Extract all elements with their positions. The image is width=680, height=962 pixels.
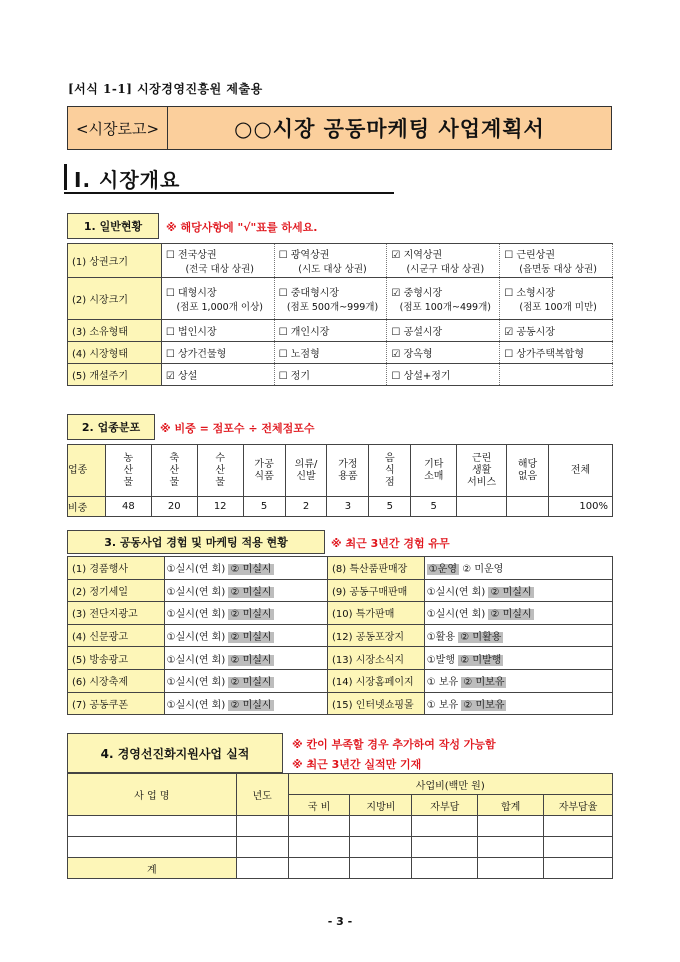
- option-label: 상가주택복합형: [516, 349, 584, 360]
- document-title-box: [67, 106, 612, 150]
- option-cell: [161, 342, 274, 364]
- industry-header: 의류/ 신발: [285, 445, 327, 497]
- choice-option[interactable]: ② 미보유: [463, 677, 505, 689]
- choice-cell: [424, 579, 612, 602]
- item-label: (2) 정기세일: [68, 579, 165, 602]
- option-cell: [500, 342, 613, 364]
- option-cell: [274, 364, 387, 386]
- choice-option[interactable]: ①발행: [426, 654, 455, 666]
- checked-box-icon[interactable]: ☑: [165, 371, 175, 382]
- document-title: ○○시장 공동마케팅 사업계획서: [234, 117, 545, 141]
- industry-header: 농 산 물: [105, 445, 151, 497]
- choice-cell: [424, 602, 612, 625]
- industry-note: ※ 비중 = 점포수 ÷ 전체점포수: [160, 422, 315, 435]
- industry-value[interactable]: 48: [105, 497, 151, 517]
- item-label: (5) 방송광고: [68, 647, 165, 670]
- item-label: (15) 인터넷쇼핑몰: [328, 692, 425, 715]
- option-cell: [387, 278, 500, 320]
- experience-row: [68, 647, 613, 670]
- option-sublabel: (시도 대상 상권): [298, 264, 367, 275]
- industry-table: [67, 444, 613, 517]
- support-note-2: ※ 최근 3년간 실적만 기재: [292, 758, 422, 771]
- industry-header: 수 산 물: [197, 445, 243, 497]
- option-sublabel: (읍면동 대상 상권): [519, 264, 597, 275]
- item-label: (9) 공동구매판매: [328, 579, 425, 602]
- choice-option[interactable]: ② 미실시: [230, 586, 272, 598]
- market-logo-placeholder: <시장로고>: [68, 107, 168, 149]
- option-label: 상설: [177, 371, 198, 382]
- choice-option[interactable]: ①실시(연 회): [166, 677, 226, 689]
- industry-header: 해당 없음: [507, 445, 549, 497]
- choice-option[interactable]: ② 미활용: [460, 632, 502, 644]
- industry-value[interactable]: [507, 497, 549, 517]
- option-label: 광역상권: [290, 250, 330, 261]
- general-row: [68, 320, 613, 342]
- checkbox-icon[interactable]: ☐: [504, 250, 514, 261]
- item-label: (14) 시장홈페이지: [328, 669, 425, 692]
- choice-option[interactable]: ② 미실시: [230, 654, 272, 666]
- option-cell: [500, 278, 613, 320]
- choice-cell: [424, 557, 612, 580]
- option-cell: [387, 342, 500, 364]
- industry-value: 비중: [68, 497, 106, 517]
- col-budget: 사업비(백만 원): [288, 774, 612, 795]
- choice-option[interactable]: ①실시(연 회): [166, 586, 226, 598]
- option-label: 근린상권: [516, 250, 555, 261]
- option-cell: [161, 244, 274, 278]
- option-cell: [387, 244, 500, 278]
- option-label: 공동시장: [516, 327, 555, 338]
- choice-option[interactable]: ① 보유: [426, 677, 459, 689]
- choice-option[interactable]: ② 미실시: [230, 699, 272, 711]
- choice-option[interactable]: ①실시(연 회): [426, 609, 486, 621]
- general-row: [68, 244, 613, 278]
- industry-header: 업종: [68, 445, 106, 497]
- option-cell: [274, 244, 387, 278]
- option-label: 정기: [290, 371, 311, 382]
- general-status-note: ※ 해당사항에 "√"표를 하세요.: [166, 221, 318, 234]
- item-label: (8) 특산품판매장: [328, 557, 425, 580]
- option-cell: [387, 320, 500, 342]
- choice-option[interactable]: ② 미운영: [462, 564, 504, 576]
- industry-value[interactable]: 5: [369, 497, 411, 517]
- form-label: [서식 1-1] 시장경영진흥원 제출용: [68, 82, 263, 96]
- checkbox-icon[interactable]: ☐: [504, 288, 514, 299]
- industry-value[interactable]: 20: [151, 497, 197, 517]
- experience-row: [68, 579, 613, 602]
- support-note-1: ※ 칸이 부족할 경우 추가하여 작성 가능함: [292, 738, 496, 751]
- option-label: 노점형: [290, 349, 320, 360]
- experience-tag: 3. 공동사업 경험 및 마케팅 적용 현황: [67, 530, 325, 554]
- checkbox-icon[interactable]: ☐: [391, 371, 401, 382]
- experience-row: [68, 602, 613, 625]
- choice-cell: [164, 602, 327, 625]
- budget-subcolumn: 자부담: [412, 795, 478, 816]
- choice-option[interactable]: ①실시(연 회): [426, 586, 486, 598]
- choice-cell: [424, 647, 612, 670]
- industry-header: 근린 생활 서비스: [457, 445, 507, 497]
- option-label: 대형시장: [177, 288, 217, 299]
- section-title: Ⅰ. 시장개요: [74, 168, 181, 192]
- choice-option[interactable]: ①실시(연 회): [166, 564, 226, 576]
- experience-table: [67, 556, 613, 715]
- section-underline: [64, 192, 394, 194]
- checked-box-icon[interactable]: ☑: [391, 349, 401, 360]
- budget-subcolumn: 자부담율: [544, 795, 613, 816]
- general-row: [68, 342, 613, 364]
- option-label: 지역상권: [403, 250, 443, 261]
- option-label: 소형시장: [516, 288, 555, 299]
- choice-cell: [424, 669, 612, 692]
- choice-cell: [164, 669, 327, 692]
- industry-header: 가공 식품: [243, 445, 285, 497]
- table-row: [68, 816, 613, 837]
- option-label: 개인시장: [290, 327, 330, 338]
- option-label: 중형시장: [403, 288, 443, 299]
- checkbox-icon[interactable]: ☐: [391, 327, 401, 338]
- experience-row: [68, 557, 613, 580]
- general-status-tag: 1. 일반현황: [67, 213, 159, 239]
- row-label: (2) 시장크기: [68, 278, 162, 320]
- experience-note: ※ 최근 3년간 경험 유무: [331, 537, 450, 550]
- choice-option[interactable]: ② 미보유: [463, 699, 505, 711]
- item-label: (6) 시장축제: [68, 669, 165, 692]
- page-number: - 3 -: [327, 915, 353, 928]
- table-row: [68, 837, 613, 858]
- checkbox-icon[interactable]: ☐: [165, 349, 175, 360]
- checkbox-icon[interactable]: ☐: [165, 327, 175, 338]
- option-cell: [500, 364, 613, 386]
- checkbox-icon[interactable]: ☐: [278, 371, 288, 382]
- checked-box-icon[interactable]: ☑: [391, 288, 401, 299]
- industry-tag: 2. 업종분포: [67, 414, 155, 440]
- checkbox-icon[interactable]: ☐: [278, 349, 288, 360]
- choice-cell: [164, 647, 327, 670]
- option-cell: [161, 364, 274, 386]
- industry-value[interactable]: 2: [285, 497, 327, 517]
- checked-box-icon[interactable]: ☑: [391, 250, 401, 261]
- option-label: 상설+정기: [403, 371, 451, 382]
- row-label: (3) 소유형태: [68, 320, 162, 342]
- choice-cell: [164, 624, 327, 647]
- industry-header: 가정 용품: [327, 445, 369, 497]
- option-cell: [161, 278, 274, 320]
- item-label: (4) 신문광고: [68, 624, 165, 647]
- budget-subcolumn: 국 비: [288, 795, 350, 816]
- col-year: 년도: [236, 774, 288, 816]
- item-label: (3) 전단지광고: [68, 602, 165, 625]
- section-heading: [64, 162, 394, 194]
- option-label: 장옥형: [403, 349, 433, 360]
- support-table: [67, 773, 613, 879]
- choice-option[interactable]: ② 미실시: [230, 677, 272, 689]
- general-row: [68, 364, 613, 386]
- choice-option[interactable]: ①운영: [428, 564, 457, 576]
- experience-row: [68, 692, 613, 715]
- item-label: (13) 시장소식지: [328, 647, 425, 670]
- checkbox-icon[interactable]: ☐: [165, 288, 175, 299]
- option-cell: [500, 320, 613, 342]
- general-status-table: [67, 243, 613, 386]
- choice-cell: [164, 692, 327, 715]
- option-sublabel: (전국 대상 상권): [185, 264, 254, 275]
- choice-option[interactable]: ①실시(연 회): [166, 654, 226, 666]
- industry-header: 축 산 물: [151, 445, 197, 497]
- option-sublabel: (점포 100개~499개): [399, 302, 491, 313]
- industry-value[interactable]: 5: [411, 497, 457, 517]
- choice-cell: [424, 624, 612, 647]
- total-label: 계: [68, 858, 237, 879]
- choice-option[interactable]: ①실시(연 회): [166, 609, 226, 621]
- col-project-name: 사 업 명: [68, 774, 237, 816]
- option-cell: [500, 244, 613, 278]
- row-label: (4) 시장형태: [68, 342, 162, 364]
- choice-cell: [164, 557, 327, 580]
- option-label: 중대형시장: [290, 288, 340, 299]
- option-label: 법인시장: [177, 327, 217, 338]
- industry-header: 전체: [548, 445, 612, 497]
- industry-value[interactable]: 5: [243, 497, 285, 517]
- option-label: 공설시장: [403, 327, 443, 338]
- item-label: (10) 특가판매: [328, 602, 425, 625]
- option-cell: [274, 278, 387, 320]
- industry-value[interactable]: 3: [327, 497, 369, 517]
- checkbox-icon[interactable]: ☐: [278, 327, 288, 338]
- budget-subcolumn: 합계: [478, 795, 544, 816]
- option-sublabel: (점포 100개 미만): [519, 302, 597, 313]
- item-label: (7) 공동쿠폰: [68, 692, 165, 715]
- industry-header: 음 식 점: [369, 445, 411, 497]
- experience-row: [68, 624, 613, 647]
- choice-option[interactable]: ② 미실시: [230, 609, 272, 621]
- checkbox-icon[interactable]: ☐: [504, 349, 514, 360]
- support-tag: 4. 경영선진화지원사업 실적: [67, 733, 283, 773]
- choice-option[interactable]: ①활용: [426, 632, 455, 644]
- option-sublabel: (점포 1,000개 이상): [176, 302, 263, 313]
- checkbox-icon[interactable]: ☐: [165, 250, 175, 261]
- choice-option[interactable]: ② 미실시: [230, 564, 272, 576]
- experience-row: [68, 669, 613, 692]
- choice-option[interactable]: ①실시(연 회): [166, 632, 226, 644]
- section-bar: [64, 164, 67, 190]
- industry-value[interactable]: [457, 497, 507, 517]
- option-sublabel: (시군구 대상 상권): [406, 264, 485, 275]
- choice-cell: [424, 692, 612, 715]
- row-label: (5) 개설주기: [68, 364, 162, 386]
- choice-option[interactable]: ①실시(연 회): [166, 699, 226, 711]
- option-cell: [387, 364, 500, 386]
- industry-header: 기타 소매: [411, 445, 457, 497]
- item-label: (1) 경품행사: [68, 557, 165, 580]
- choice-cell: [164, 579, 327, 602]
- option-sublabel: (점포 500개~999개): [286, 302, 379, 313]
- choice-option[interactable]: ② 미발행: [460, 654, 502, 666]
- choice-option[interactable]: ② 미실시: [230, 632, 272, 644]
- budget-subcolumn: 지방비: [350, 795, 412, 816]
- option-cell: [274, 320, 387, 342]
- option-label: 전국상권: [177, 250, 217, 261]
- option-label: 상가건물형: [177, 349, 227, 360]
- option-cell: [274, 342, 387, 364]
- option-cell: [161, 320, 274, 342]
- industry-value[interactable]: 12: [197, 497, 243, 517]
- choice-option[interactable]: ② 미실시: [490, 586, 532, 598]
- general-row: [68, 278, 613, 320]
- choice-option[interactable]: ① 보유: [426, 699, 459, 711]
- checked-box-icon[interactable]: ☑: [504, 327, 514, 338]
- row-label: (1) 상권크기: [68, 244, 162, 278]
- item-label: (12) 공동포장지: [328, 624, 425, 647]
- checkbox-icon[interactable]: ☐: [278, 250, 288, 261]
- checkbox-icon[interactable]: ☐: [278, 288, 288, 299]
- industry-value[interactable]: 100%: [548, 497, 612, 517]
- total-row: [68, 858, 613, 879]
- choice-option[interactable]: ② 미실시: [490, 609, 532, 621]
